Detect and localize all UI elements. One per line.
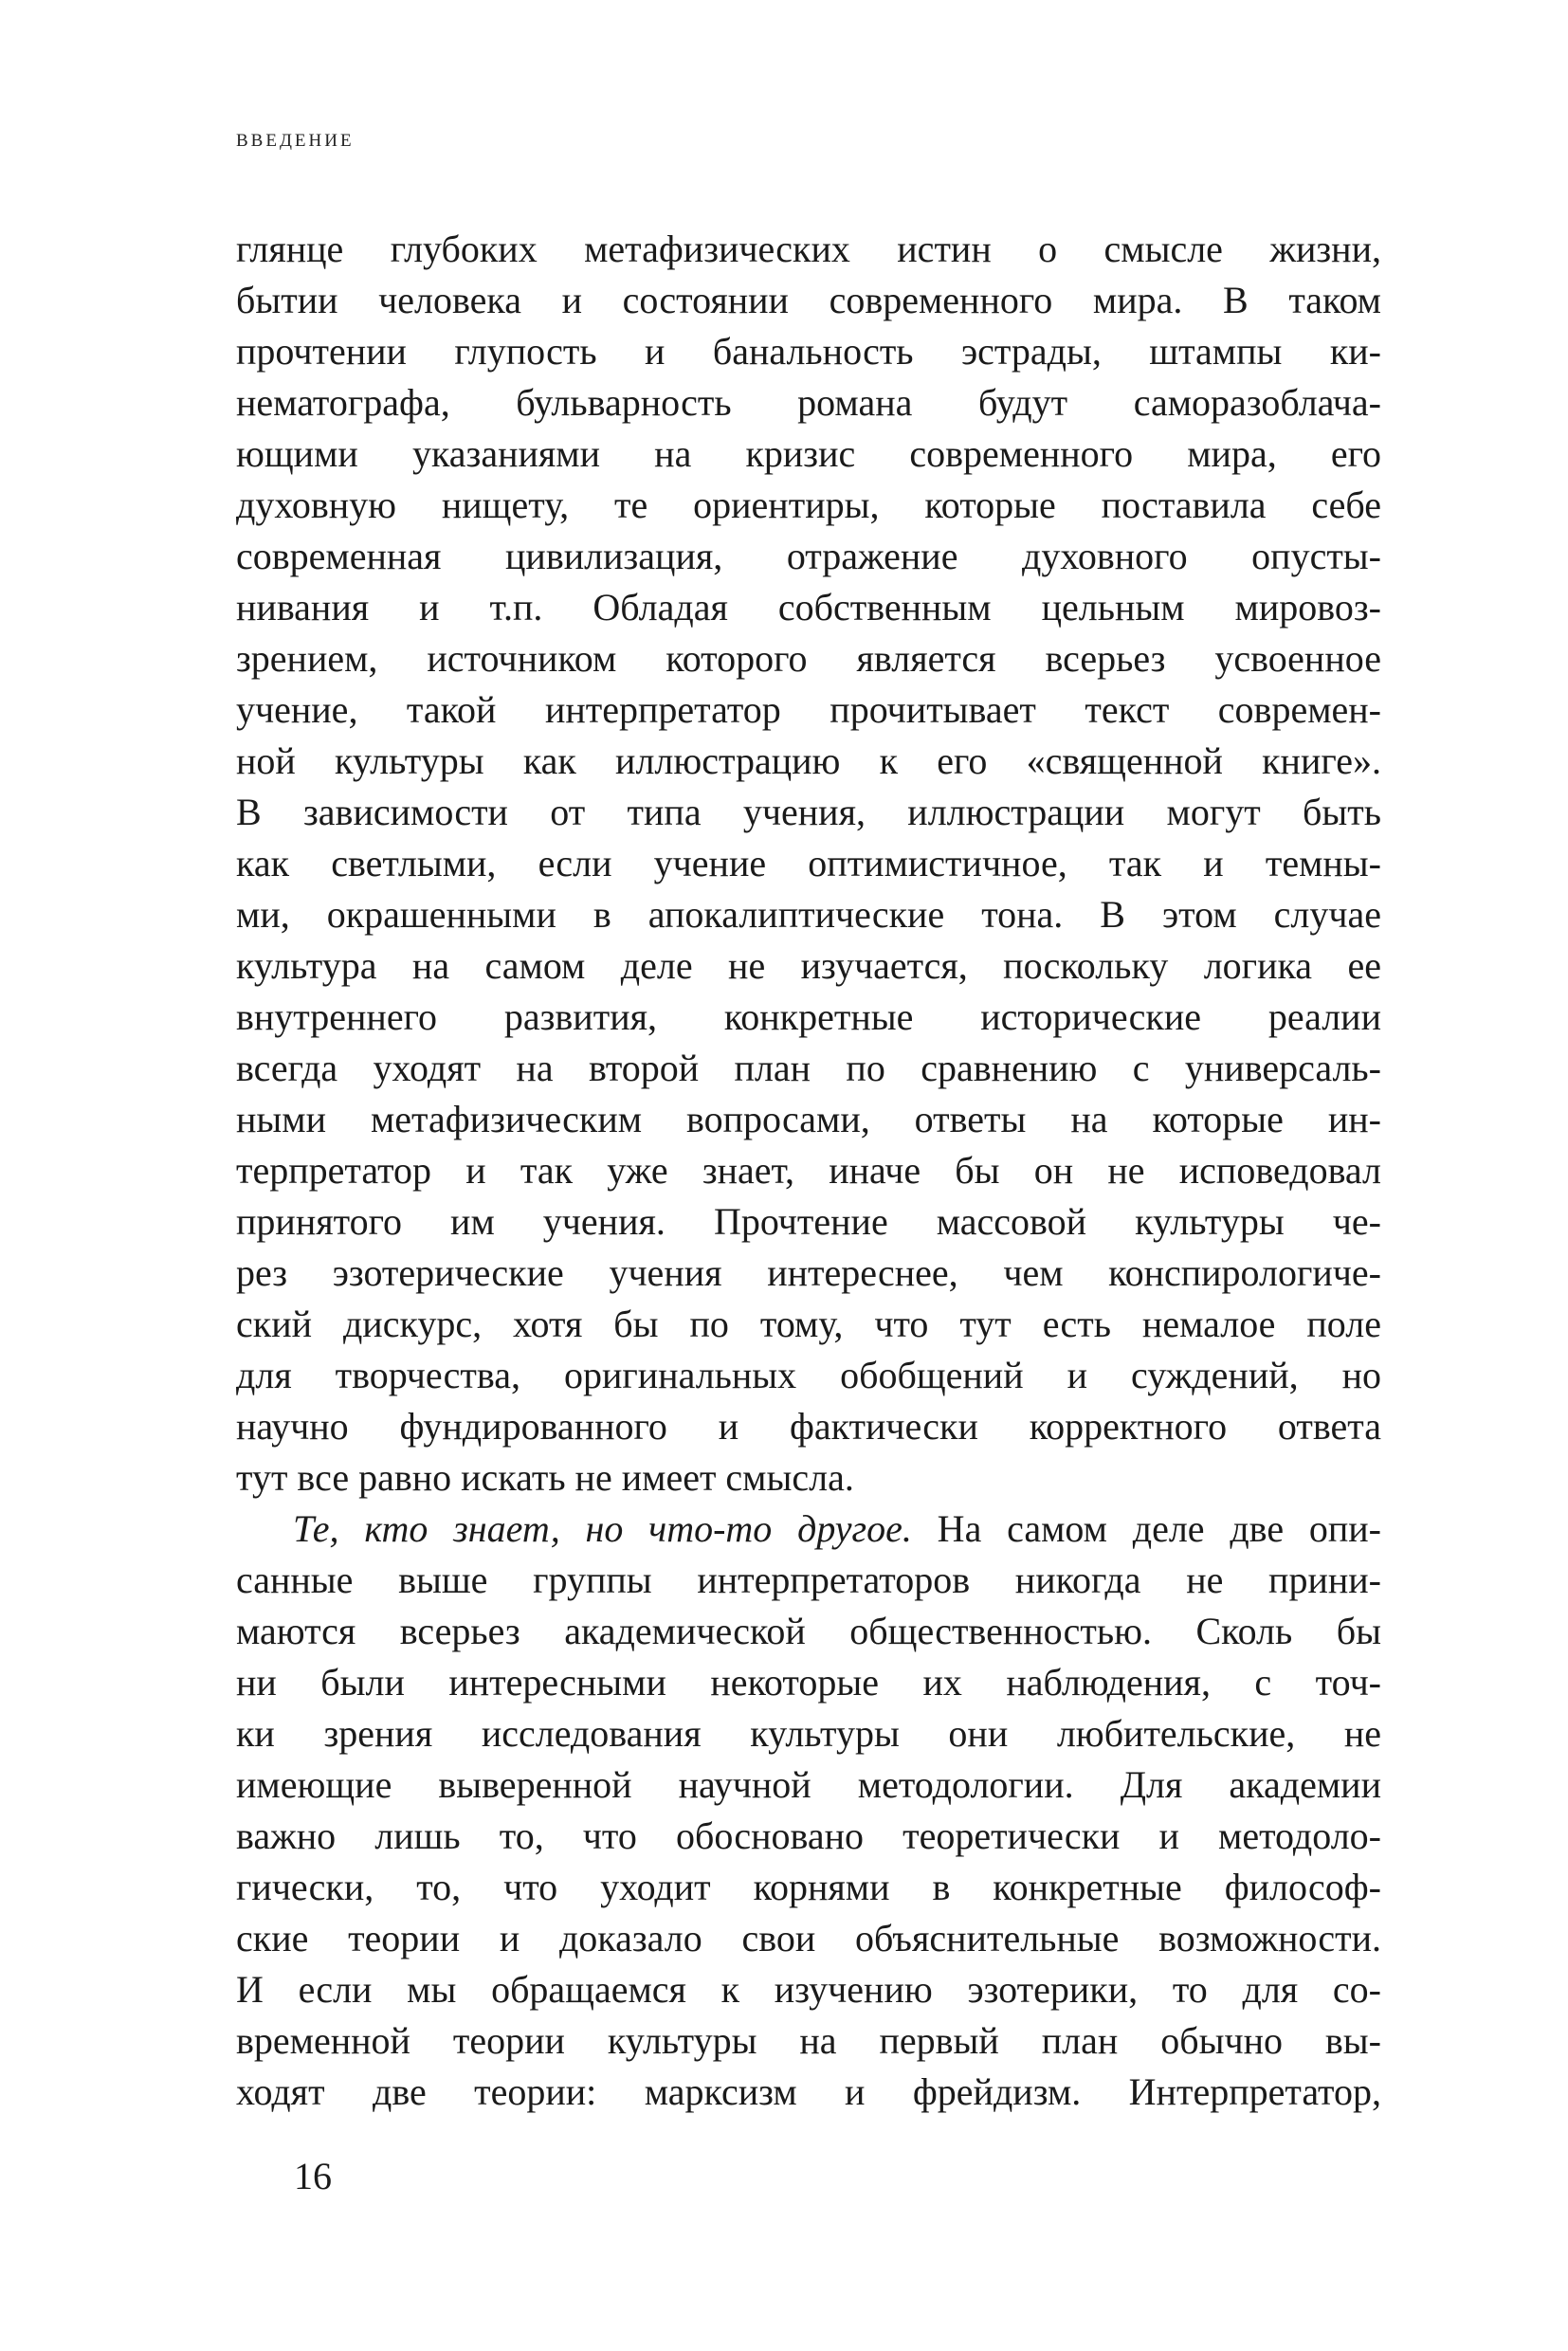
text-line: гически, то, что уходит корнями в конкретные философ- (236, 1866, 1381, 1908)
text-line: терпретатор и так уже знает, иначе бы он не исповедовал (236, 1149, 1381, 1192)
text-line: принятого им учения. Прочтение массовой культуры че- (236, 1200, 1381, 1243)
text-line: ми, окрашенными в апокалиптические тона. В этом случае (236, 893, 1381, 936)
text-line: санные выше группы интерпретаторов никогда не прини- (236, 1558, 1381, 1601)
italic-lead: Те, кто знает, но что-то другое. (293, 1507, 912, 1550)
text-line: тут все равно искать не имеет смысла. (236, 1456, 854, 1499)
line-text: На самом деле две опи- (911, 1507, 1381, 1550)
text-line: ский дискурс, хотя бы по тому, что тут есть немалое поле (236, 1303, 1381, 1345)
text-line: маются всерьез академической общественностью. Сколь бы (236, 1610, 1381, 1652)
text-line: бытии человека и состоянии современного мира. В таком (236, 279, 1381, 321)
text-line: зрением, источником которого является всерьез усвоенное (236, 637, 1381, 680)
text-line: нивания и т.п. Обладая собственным цельным мировоз- (236, 586, 1381, 629)
text-line: прочтении глупость и банальность эстрады, штампы ки- (236, 330, 1381, 373)
text-line: ские теории и доказало свои объяснительные возможности. (236, 1917, 1381, 1959)
text-line: ки зрения исследования культуры они любительские, не (236, 1712, 1381, 1755)
text-line: для творчества, оригинальных обобщений и суждений, но (236, 1354, 1381, 1396)
text-line: В зависимости от типа учения, иллюстрации могут быть (236, 791, 1381, 833)
text-line: внутреннего развития, конкретные исторические реалии (236, 995, 1381, 1038)
text-line: И если мы обращаемся к изучению эзотерики, то для со- (236, 1968, 1381, 2011)
text-line: ной культуры как иллюстрацию к его «священной книге». (236, 739, 1381, 782)
text-line: всегда уходят на второй план по сравнению с универсаль- (236, 1047, 1381, 1089)
text-line: важно лишь то, что обосновано теоретически и методоло- (236, 1814, 1381, 1857)
text-line: ни были интересными некоторые их наблюдения, с точ- (236, 1661, 1381, 1704)
paragraph-1 (236, 224, 1381, 1504)
text-line (236, 1504, 1381, 1555)
text-line: рез эзотерические учения интереснее, чем конспирологиче- (236, 1251, 1381, 1294)
text-line: ходят две теории: марксизм и фрейдизм. Интерпретатор, (236, 2070, 1381, 2113)
text-line: нематографа, бульварность романа будут саморазоблача- (236, 381, 1381, 424)
running-head: ВВЕДЕНИЕ (236, 131, 355, 151)
text-line: как светлыми, если учение оптимистичное, так и темны- (236, 842, 1381, 884)
text-line: глянце глубоких метафизических истин о смысле жизни, (236, 228, 1381, 270)
text-line: имеющие выверенной научной методологии. Для академии (236, 1763, 1381, 1806)
text-line: ющими указаниями на кризис современного мира, его (236, 432, 1381, 475)
text-line: ными метафизическим вопросами, ответы на которые ин- (236, 1098, 1381, 1140)
text-line: научно фундированного и фактически корректного ответа (236, 1405, 1381, 1448)
paragraph-2 (236, 1504, 1381, 2118)
text-line: культура на самом деле не изучается, поскольку логика ее (236, 944, 1381, 987)
text-line: современная цивилизация, отражение духовного опусты- (236, 535, 1381, 577)
text-line: духовную нищету, те ориентиры, которые поставила себе (236, 483, 1381, 526)
text-line: учение, такой интерпретатор прочитывает текст современ- (236, 688, 1381, 731)
page-number: 16 (294, 2155, 332, 2197)
body-text (236, 224, 1381, 2118)
text-line: временной теории культуры на первый план обычно вы- (236, 2019, 1381, 2062)
